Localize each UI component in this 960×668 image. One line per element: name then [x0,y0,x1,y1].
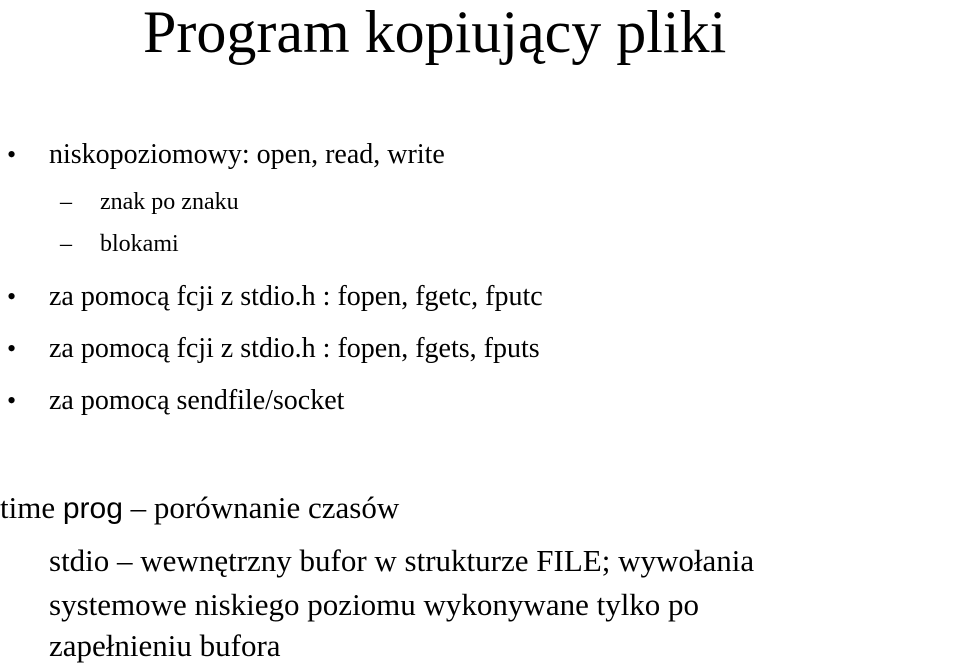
explanation-line-3: zapełnieniu bufora [49,628,281,663]
bullet-icon: • [7,140,17,169]
slide-title: Program kopiujący pliki [143,0,727,65]
explanation-line-2: systemowe niskiego poziomu wykonywane tylko po [49,587,700,622]
explanation-line-1: stdio – wewnętrzny bufor w strukturze FILE; wywołania [49,543,755,578]
bullet-item-fgetc: za pomocą fcji z stdio.h : fopen, fgetc, fputc [49,281,543,312]
bullet-item-sendfile: za pomocą sendfile/socket [49,385,345,416]
subitem-blocks: blokami [100,231,179,257]
bullet-icon: • [7,386,17,415]
time-comparison-text: – porównanie czasów [122,490,400,525]
subitem-char-by-char: znak po znaku [100,189,239,215]
time-prefix: time [0,490,63,525]
dash-icon: – [60,231,72,257]
time-comparison-line [0,491,399,526]
bullet-item-fgets: za pomocą fcji z stdio.h : fopen, fgets, fputs [49,333,540,364]
bullet-item-lowlevel: niskopoziomowy: open, read, write [49,139,445,170]
prog-command: prog [62,492,123,525]
bullet-icon: • [7,334,17,363]
bullet-icon: • [7,282,17,311]
dash-icon: – [60,189,72,215]
